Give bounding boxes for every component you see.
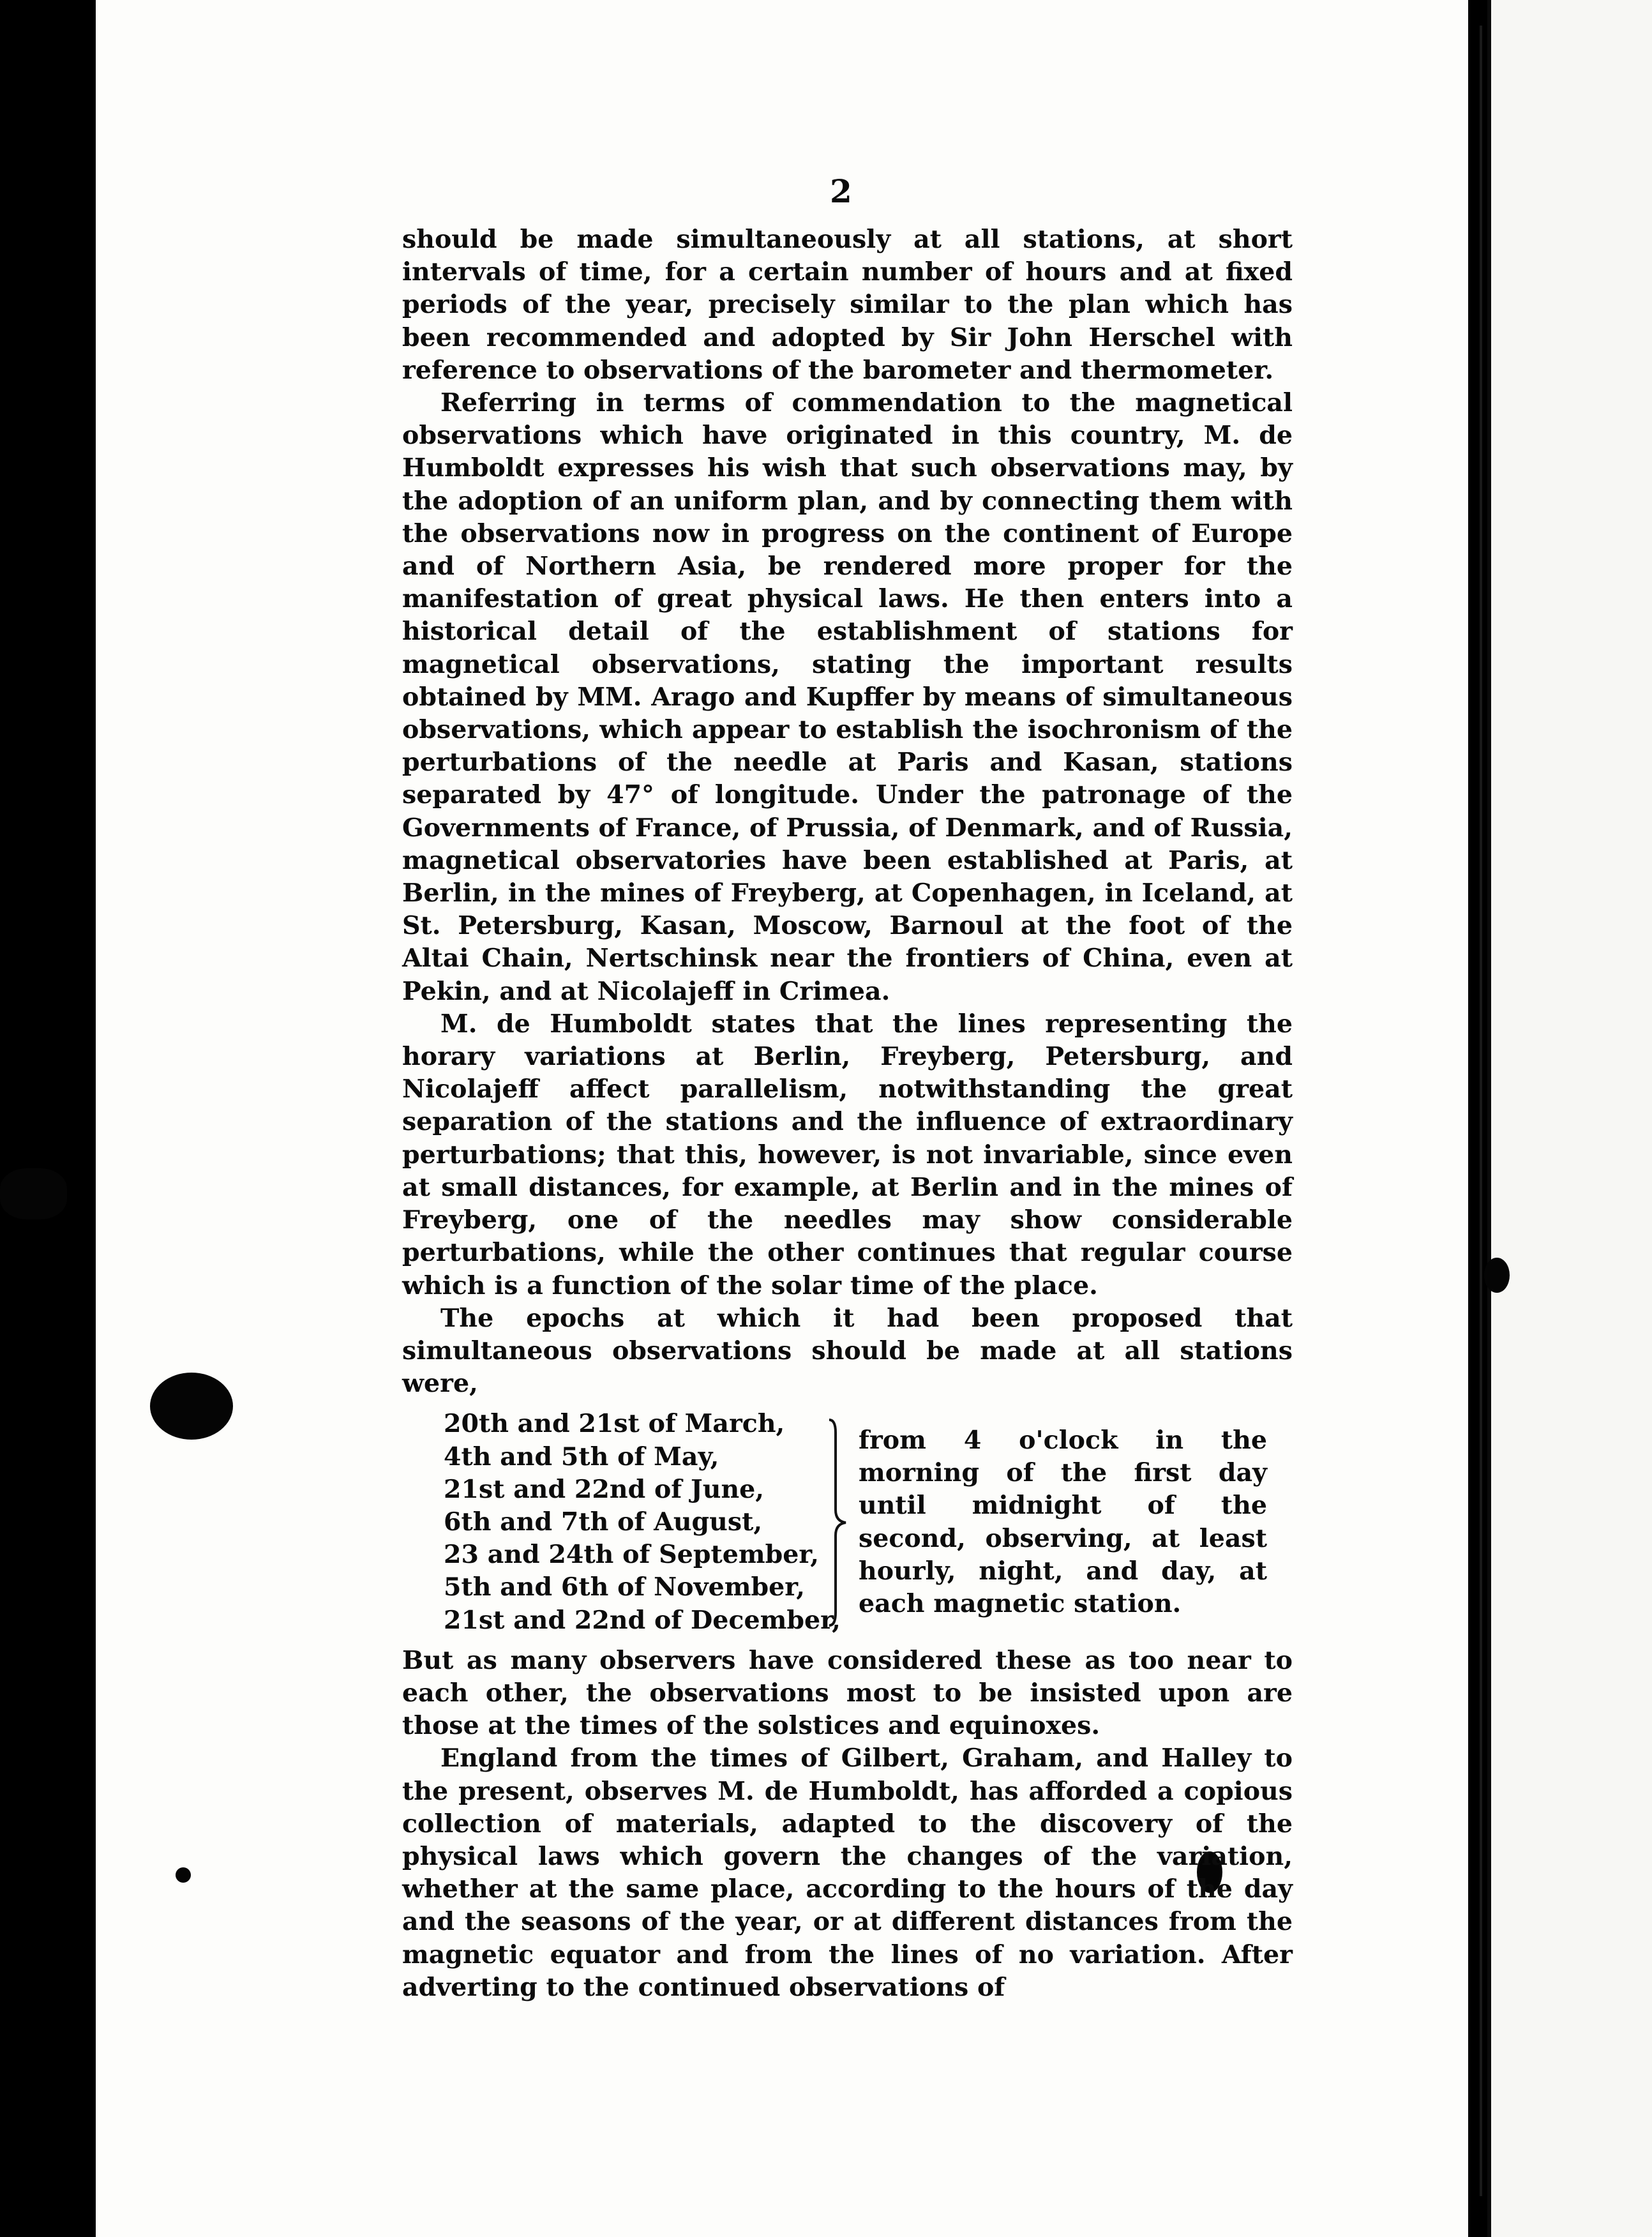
body-text [402,223,1293,2004]
term-dates-list [444,1408,841,1636]
paragraph: But as many observers have considered these as too near to each other, the observations most to be insisted upon are those at the times of the solstices and equinoxes. [402,1645,1293,1741]
term-days-description: from 4 o'clock in the morning of the first day until midnight of the second, observing, at least hourly, night, and day, at each magnetic station. [859,1425,1267,1618]
term-days-table [444,1408,1293,1636]
term-date: 21st and 22nd of December, [444,1605,841,1635]
term-date: 23 and 24th of September, [444,1540,820,1570]
paragraph: England from the times of Gilbert, Graham, and Halley to the present, observes M. de Humboldt, has afforded a copious collection of materials, adapted to the discovery of the physical laws which govern the changes of the variation, whether at the same place, according to the hours of the day and the seasons of the year, or at different distances from the magnetic equator and from the lines of no variation. After adverting to the continued observations of [402,1744,1293,2002]
term-date: 21st and 22nd of June, [444,1474,765,1504]
adjacent-page-edge [1487,0,1652,2237]
ink-blot-left [150,1373,233,1440]
term-date: 20th and 21st of March, [444,1409,785,1439]
paragraph: should be made simultaneously at all stations, at short intervals of time, for a certain number of hours and at fixed periods of the year, precisely similar to the plan which has been recommended and adopted by Sir John Herschel with reference to observations of the barometer and thermometer. [402,225,1293,385]
page-number: 2 [830,172,852,210]
page-fold-line [1480,26,1482,2196]
term-date: 5th and 6th of November, [444,1572,805,1602]
ink-dot-left [176,1867,191,1883]
ink-blot-left-small [0,1168,67,1219]
paragraph: The epochs at which it had been proposed that simultaneous observations should be made at all stations were, [402,1303,1293,1399]
ink-dot-right-mid [1484,1258,1510,1293]
curly-brace-icon [827,1417,852,1628]
paragraph: M. de Humboldt states that the lines representing the horary variations at Berlin, Freyberg, Petersburg, and Nicolajeff affect parallelism, notwithstanding the great separation of the stations and the influence of extraordinary perturbations; that this, however, is not invariable, since even at small distances, for example, at Berlin and in the mines of Freyberg, one of the needles may show considerable perturbations, while the other continues that regular course which is a function of the solar time of the place. [402,1009,1293,1300]
paragraph: Referring in terms of commendation to the magnetical observations which have originated in this country, M. de Humboldt expresses his wish that such observations may, by the adoption of an uniform plan, and by connecting them with the observations now in progress on the continent of Europe and of Northern Asia, be rendered more proper for the manifestation of great physical laws. He then enters into a historical detail of the establishment of stations for magnetical observations, stating the important results obtained by MM. Arago and Kupffer by means of simultaneous observations, which appear to establish the isochronism of the perturbations of the needle at Paris and Kasan, stations separated by 47° of longitude. Under the patronage of the Governments of France, of Prussia, of Denmark, and of Russia, magnetical observatories have been established at Paris, at Berlin, in the mines of Freyberg, at Copenhagen, in Iceland, at St. Petersburg, Kasan, Moscow, Barnoul at the foot of the Altai Chain, Nertschinsk near the frontiers of China, even at Pekin, and at Nicolajeff in Crimea. [402,388,1293,1006]
term-date: 6th and 7th of August, [444,1507,763,1537]
term-date: 4th and 5th of May, [444,1442,719,1472]
